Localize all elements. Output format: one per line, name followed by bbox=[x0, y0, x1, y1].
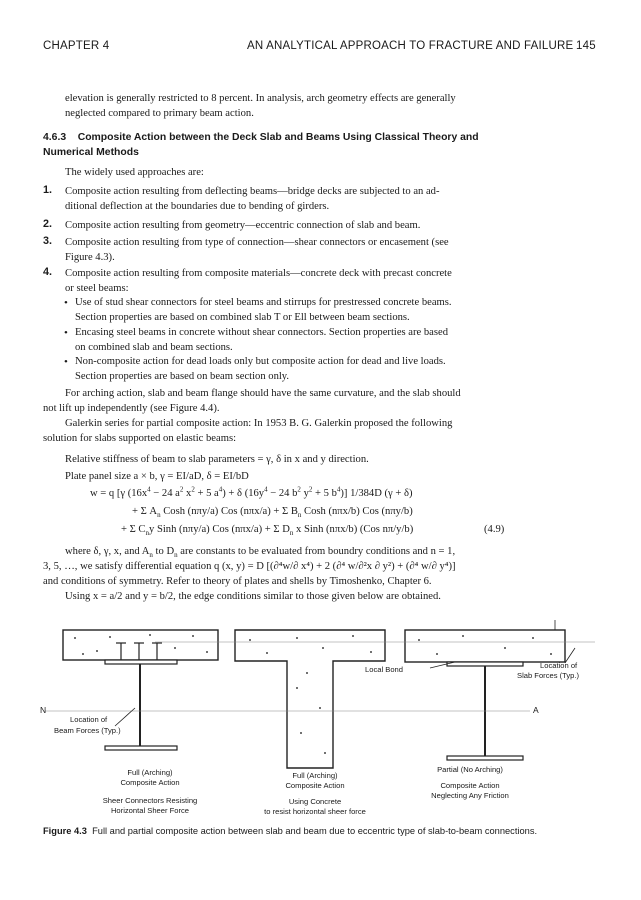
bullet-item-1-line-1: Use of stud shear connectors for steel beams and stirrups for prestressed concrete beams. bbox=[75, 297, 452, 308]
equation-line-2: + Σ $A_n$ Cosh (nπy/a) Cos (nπx/a) + Σ $B_n$ Cosh (nπx/b) Cos (nπy/b) bbox=[132, 506, 413, 520]
left-bottom-flange bbox=[105, 746, 177, 750]
middle-t-beam bbox=[235, 630, 385, 768]
section-title-line-2: Numerical Methods bbox=[43, 146, 139, 158]
list-item-2 bbox=[65, 219, 510, 234]
section-heading bbox=[43, 131, 513, 160]
intro-line-2: neglected compared to primary beam action. bbox=[65, 108, 254, 119]
bullet-icon: • bbox=[64, 356, 68, 368]
bullet-item-2 bbox=[75, 326, 511, 355]
where-line-1-c: are constants to be evaluated from boundry conditions and n = 1, bbox=[177, 546, 456, 557]
plate-line: Plate panel size a × b, γ = EI/aD, δ = EI/bD bbox=[65, 471, 249, 482]
aggregate-dots bbox=[418, 635, 552, 655]
left-caption-1: Full (Arching) bbox=[127, 768, 173, 777]
list-item-4-line-2: or steel beams: bbox=[65, 282, 129, 294]
running-header-chapter: CHAPTER 4 bbox=[43, 40, 110, 52]
right-top-flange bbox=[447, 662, 523, 666]
where-line-1-b: to D bbox=[152, 546, 175, 557]
right-caption bbox=[405, 765, 535, 801]
list-number-1: 1. bbox=[43, 184, 53, 196]
where-sub-n: n bbox=[174, 551, 178, 560]
label-a: A bbox=[533, 705, 539, 715]
stiffness-line: Relative stiffness of beam to slab parameters = γ, δ in x and y direction. bbox=[65, 454, 369, 465]
t-beam-outline bbox=[235, 630, 385, 768]
label-location-beam-2: Beam Forces (Typ.) bbox=[54, 726, 121, 735]
shear-connector bbox=[116, 643, 162, 660]
list-item-1 bbox=[65, 185, 510, 214]
label-location-slab-2: Slab Forces (Typ.) bbox=[517, 671, 580, 680]
bullet-icon: • bbox=[64, 297, 68, 309]
bullet-icon: • bbox=[64, 327, 68, 339]
list-number-4: 4. bbox=[43, 266, 53, 278]
figure-caption-label: Figure 4.3 bbox=[43, 826, 87, 836]
left-caption-3: Sheer Connectors Resisting bbox=[102, 796, 198, 805]
figure-caption-text: Full and partial composite action between slab and beam due to eccentric type of slab-to-beam connections. bbox=[92, 826, 538, 836]
left-top-flange bbox=[105, 660, 177, 664]
list-item-3-line-2: Figure 4.3). bbox=[65, 251, 115, 263]
aggregate-dots bbox=[74, 634, 208, 655]
left-caption-2: Composite Action bbox=[120, 778, 180, 787]
middle-caption bbox=[240, 771, 390, 817]
where-line-3: and conditions of symmetry. Refer to theory of plates and shells by Timoshenko, Chapter 6. bbox=[43, 576, 432, 587]
galerkin-line-2: solution for slabs supported on elastic beams: bbox=[43, 433, 237, 444]
bullet-item-3 bbox=[75, 355, 511, 384]
list-item-4-line-1: Composite action resulting from composite materials—concrete deck with precast concrete bbox=[65, 268, 452, 279]
list-item-3 bbox=[65, 236, 510, 265]
using-line: Using x = a/2 and y = b/2, the edge conditions similar to those given below are obtained. bbox=[65, 591, 441, 602]
bullet-item-2-line-1: Encasing steel beams in concrete without shear connectors. Section properties are based bbox=[75, 327, 449, 338]
right-caption-1: Partial (No Arching) bbox=[437, 765, 503, 774]
where-line-1 bbox=[65, 545, 455, 560]
arching-line-1: For arching action, slab and beam flange should have the same curvature, and the slab should bbox=[65, 388, 461, 399]
bullet-item-3-line-1: Non-composite action for dead loads only but composite action for dead and live loads. bbox=[75, 356, 446, 367]
figure-caption bbox=[43, 826, 537, 836]
galerkin-line-1: Galerkin series for partial composite action: In 1953 B. G. Galerkin proposed the following bbox=[65, 418, 453, 429]
label-local-bond: Local Bond bbox=[365, 665, 403, 674]
label-location-beam-1: Location of bbox=[70, 715, 108, 724]
approaches-intro: The widely used approaches are: bbox=[65, 167, 204, 178]
page-number: 145 bbox=[576, 40, 596, 52]
section-title-line-1: Composite Action between the Deck Slab and Beams Using Classical Theory and bbox=[77, 132, 479, 143]
left-caption-4: Horizontal Sheer Force bbox=[110, 806, 190, 815]
where-sub-n: n bbox=[149, 551, 153, 560]
list-item-2-line-1: Composite action resulting from geometry—eccentric connection of slab and beam. bbox=[65, 220, 421, 231]
right-bottom-flange bbox=[447, 756, 523, 760]
list-number-3: 3. bbox=[43, 235, 53, 247]
bullet-item-1-line-2: Section properties are based on combined slab T or Ell between beam sections. bbox=[75, 311, 410, 323]
list-number-2: 2. bbox=[43, 218, 53, 230]
where-line-2: 3, 5, …, we satisfy differential equation q (x, y) = D [(∂⁴w/∂ x⁴) + 2 (∂⁴ w/∂²x ∂ y²) + (∂⁴ w/∂ y⁴)] bbox=[43, 561, 456, 572]
label-location-slab-1: Location of bbox=[540, 661, 578, 670]
list-item-1-line-2: ditional deflection at the boundaries due to bending of girders. bbox=[65, 200, 330, 212]
running-header-title: AN ANALYTICAL APPROACH TO FRACTURE AND FAILURE bbox=[247, 40, 574, 52]
equation-line-3: + Σ $C_ny$ Sinh (nπy/a) Cos (nπx/a) + Σ $D_n$ x Sinh (nπx/b) (Cos nπ/y/b) bbox=[121, 524, 414, 538]
right-partial-section bbox=[405, 630, 578, 760]
list-item-3-line-1: Composite action resulting from type of connection—shear connectors or encasement (see bbox=[65, 237, 449, 248]
right-caption-3: Neglecting Any Friction bbox=[431, 791, 509, 800]
list-item-4 bbox=[65, 267, 510, 296]
list-item-1-line-1: Composite action resulting from deflecting beams—bridge decks are subjected to an ad- bbox=[65, 186, 440, 197]
mid-caption-3: Using Concrete bbox=[288, 797, 342, 806]
equation-number: (4.9) bbox=[484, 524, 505, 535]
mid-caption-4: to resist horizontal sheer force bbox=[264, 807, 366, 816]
bullet-item-2-line-2: on combined slab and beam sections. bbox=[75, 341, 233, 353]
left-slab bbox=[63, 630, 218, 660]
label-n: N bbox=[40, 705, 47, 715]
where-line-1-a: where δ, γ, x, and A bbox=[65, 546, 150, 557]
mid-caption-1: Full (Arching) bbox=[292, 771, 338, 780]
bullet-item-3-line-2: Section properties are based on beam section only. bbox=[75, 370, 290, 382]
section-number: 4.6.3 bbox=[43, 132, 67, 143]
intro-line-1: elevation is generally restricted to 8 percent. In analysis, arch geometry effects are generally bbox=[65, 93, 456, 104]
equation-line-1: w = q [γ ($16x^4 - 24$ $a^2$ $x^2 + 5$ $a^4) + \delta$ ($16y^4 - 24$ $b^2$ $y^2 + 5$ $b^4$)] 1/384D (γ + δ) bbox=[90, 485, 413, 499]
arching-line-2: not lift up independently (see Figure 4.4). bbox=[43, 403, 220, 414]
right-slab bbox=[405, 630, 565, 662]
bullet-item-1 bbox=[75, 296, 511, 325]
aggregate-dots bbox=[249, 635, 372, 754]
mid-caption-2: Composite Action bbox=[285, 781, 345, 790]
left-caption bbox=[80, 768, 220, 816]
right-caption-2: Composite Action bbox=[440, 781, 500, 790]
